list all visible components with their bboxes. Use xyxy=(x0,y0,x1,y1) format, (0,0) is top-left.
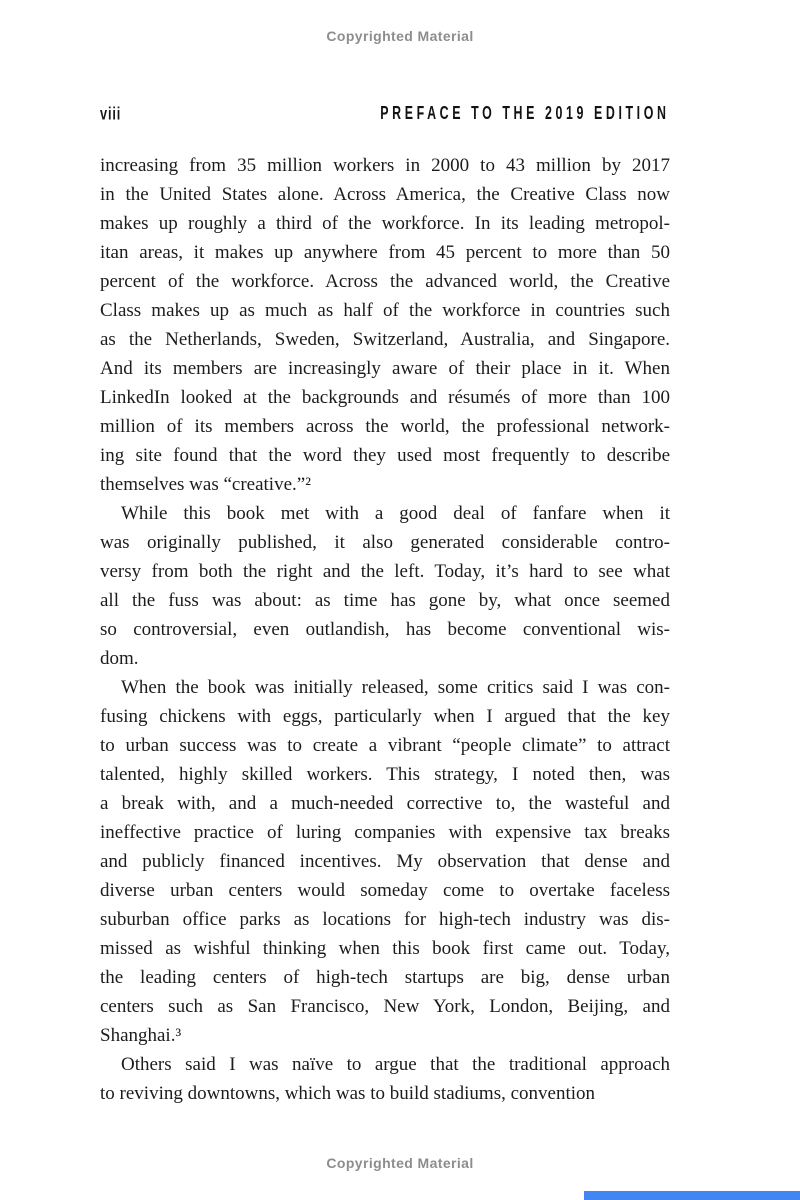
running-header-title: PREFACE TO THE 2019 EDITION xyxy=(380,103,670,124)
text-line: makes up roughly a third of the workforce. In its leading metropol- xyxy=(100,213,670,234)
text-line: ing site found that the word they used most frequently to describe xyxy=(100,445,670,466)
text-line: versy from both the right and the left. Today, it’s hard to see what xyxy=(100,561,670,582)
text-line: a break with, and a much-needed corrective to, the wasteful and xyxy=(100,793,670,814)
text-line: was originally published, it also generated considerable contro- xyxy=(100,532,670,553)
text-line: fusing chickens with eggs, particularly when I argued that the key xyxy=(100,706,670,727)
bottom-accent-bar xyxy=(584,1191,800,1200)
text-line: While this book met with a good deal of fanfare when it xyxy=(121,503,670,524)
text-line: and publicly financed incentives. My observation that dense and xyxy=(100,851,670,872)
text-line: suburban office parks as locations for high-tech industry was dis- xyxy=(100,909,670,930)
text-line: Class makes up as much as half of the workforce in countries such xyxy=(100,300,670,321)
text-line: When the book was initially released, some critics said I was con- xyxy=(121,677,670,698)
text-line: to urban success was to create a vibrant “people climate” to attract xyxy=(100,735,670,756)
copyright-notice-top: Copyrighted Material xyxy=(326,28,474,44)
text-line: in the United States alone. Across America, the Creative Class now xyxy=(100,184,670,205)
text-line: LinkedIn looked at the backgrounds and résumés of more than 100 xyxy=(100,387,670,408)
text-line: ineffective practice of luring companies with expensive tax breaks xyxy=(100,822,670,843)
paragraph xyxy=(100,673,670,1050)
text-line: itan areas, it makes up anywhere from 45 percent to more than 50 xyxy=(100,242,670,263)
body-text-block xyxy=(100,151,670,1108)
paragraph xyxy=(100,1050,670,1108)
text-line: Others said I was naïve to argue that the traditional approach xyxy=(121,1054,670,1075)
text-line: all the fuss was about: as time has gone by, what once seemed xyxy=(100,590,670,611)
text-line: missed as wishful thinking when this book first came out. Today, xyxy=(100,938,670,959)
text-line: And its members are increasingly aware of their place in it. When xyxy=(100,358,670,379)
copyright-notice-bottom: Copyrighted Material xyxy=(326,1155,474,1171)
text-line: so controversial, even outlandish, has become conventional wis- xyxy=(100,619,670,640)
text-line: increasing from 35 million workers in 2000 to 43 million by 2017 xyxy=(100,155,670,176)
text-line: to reviving downtowns, which was to build stadiums, convention xyxy=(100,1083,596,1104)
text-line: themselves was “creative.”² xyxy=(100,474,311,495)
text-line: dom. xyxy=(100,648,139,669)
text-line: diverse urban centers would someday come to overtake faceless xyxy=(100,880,670,901)
page-header xyxy=(100,103,670,125)
text-line: Shanghai.³ xyxy=(100,1025,182,1046)
page-number: viii xyxy=(100,104,122,124)
text-line: talented, highly skilled workers. This strategy, I noted then, was xyxy=(100,764,670,785)
text-line: the leading centers of high-tech startups are big, dense urban xyxy=(100,967,670,988)
text-line: as the Netherlands, Sweden, Switzerland, Australia, and Singapore. xyxy=(100,329,670,350)
paragraph xyxy=(100,151,670,499)
paragraph xyxy=(100,499,670,673)
text-line: centers such as San Francisco, New York, London, Beijing, and xyxy=(100,996,670,1017)
text-line: million of its members across the world, the professional network- xyxy=(100,416,670,437)
text-line: percent of the workforce. Across the advanced world, the Creative xyxy=(100,271,670,292)
